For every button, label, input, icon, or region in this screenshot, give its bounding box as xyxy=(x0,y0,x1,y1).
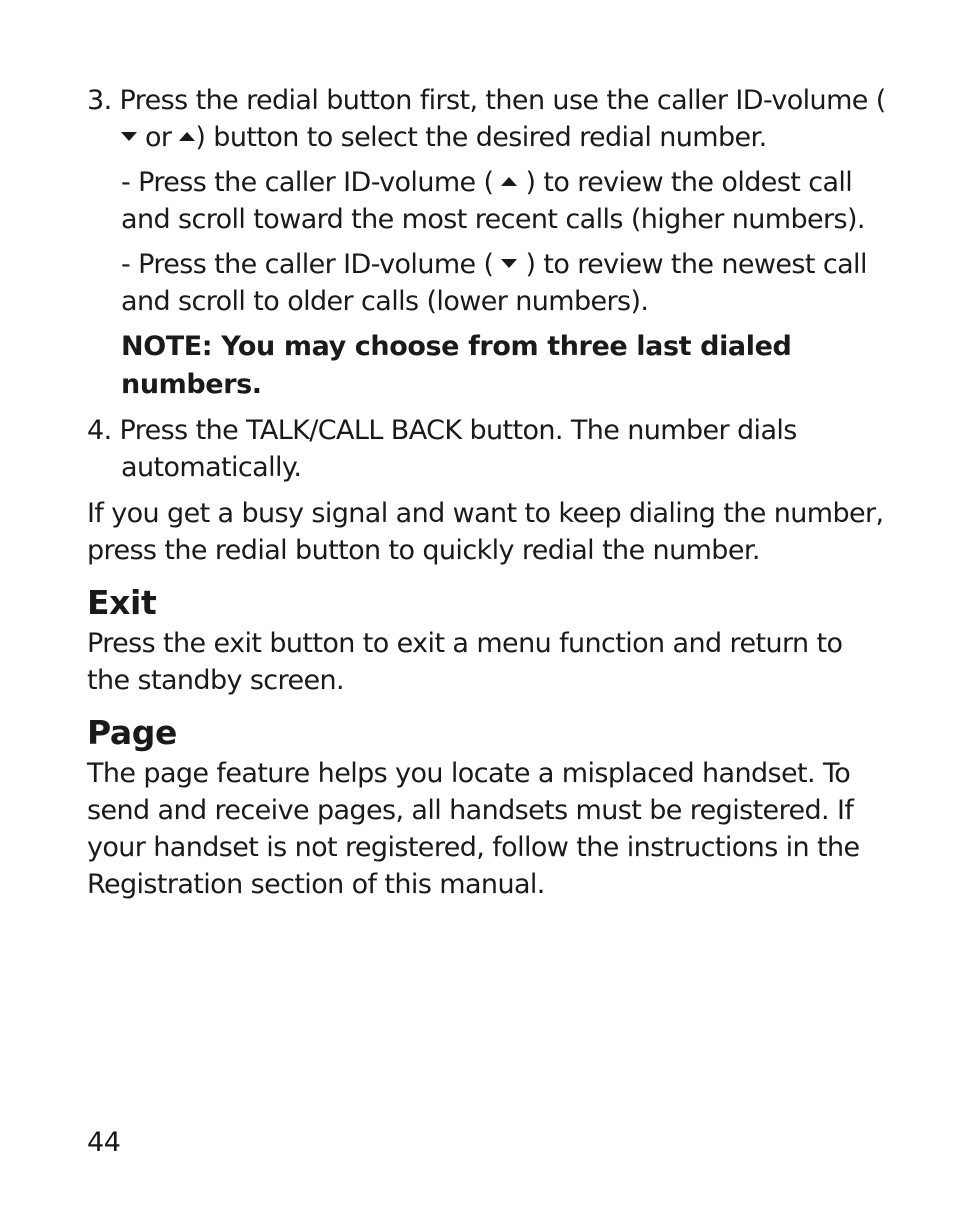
manual-page-content xyxy=(87,82,886,903)
exit-paragraph-line-2: the standby screen. xyxy=(87,665,344,696)
page-paragraph-line-1: The page feature helps you locate a misplaced handset. To xyxy=(87,758,851,789)
sub-bullet-1-line-1 xyxy=(87,164,877,201)
note-line-2: numbers. xyxy=(121,369,262,400)
step-4-line-2: automatically. xyxy=(121,452,302,483)
page-paragraph-line-3: your handset is not registered, follow the instructions in the xyxy=(87,832,860,863)
page-paragraph-line-2: send and receive pages, all handsets must be registered. If xyxy=(87,795,854,826)
triangle-down-icon xyxy=(121,132,137,141)
page-heading: Page xyxy=(87,713,177,752)
step-3-line-1: 3. Press the redial button first, then use the caller ID-volume ( xyxy=(87,85,886,116)
step-3-or: or xyxy=(144,122,172,153)
exit-heading: Exit xyxy=(87,583,157,622)
triangle-down-icon xyxy=(501,259,517,268)
sub-bullet-1-text-a: - Press the caller ID-volume ( xyxy=(121,167,494,198)
sub-bullet-1-text-b: ) to review the oldest call xyxy=(525,167,853,198)
busy-paragraph-line-1: If you get a busy signal and want to keep dialing the number, xyxy=(87,498,884,529)
page-number: 44 xyxy=(87,1127,121,1158)
sub-bullet-1-line-2: and scroll toward the most recent calls (higher numbers). xyxy=(121,204,865,235)
page-paragraph-line-4: Registration section of this manual. xyxy=(87,869,545,900)
triangle-up-icon xyxy=(501,177,517,186)
step-3-line-2 xyxy=(87,119,877,156)
sub-bullet-2-line-1 xyxy=(87,246,877,283)
triangle-up-icon xyxy=(179,132,195,141)
sub-bullet-2-line-2: and scroll to older calls (lower numbers). xyxy=(121,286,649,317)
sub-bullet-2-text-a: - Press the caller ID-volume ( xyxy=(121,249,494,280)
sub-bullet-2-text-b: ) to review the newest call xyxy=(525,249,867,280)
step-4-line-1: 4. Press the TALK/CALL BACK button. The number dials xyxy=(87,415,797,446)
step-3-line-2-text: ) button to select the desired redial number. xyxy=(195,122,767,153)
exit-paragraph-line-1: Press the exit button to exit a menu function and return to xyxy=(87,628,843,659)
busy-paragraph-line-2: press the redial button to quickly redial the number. xyxy=(87,535,760,566)
note-line-1: NOTE: You may choose from three last dialed xyxy=(121,331,792,362)
